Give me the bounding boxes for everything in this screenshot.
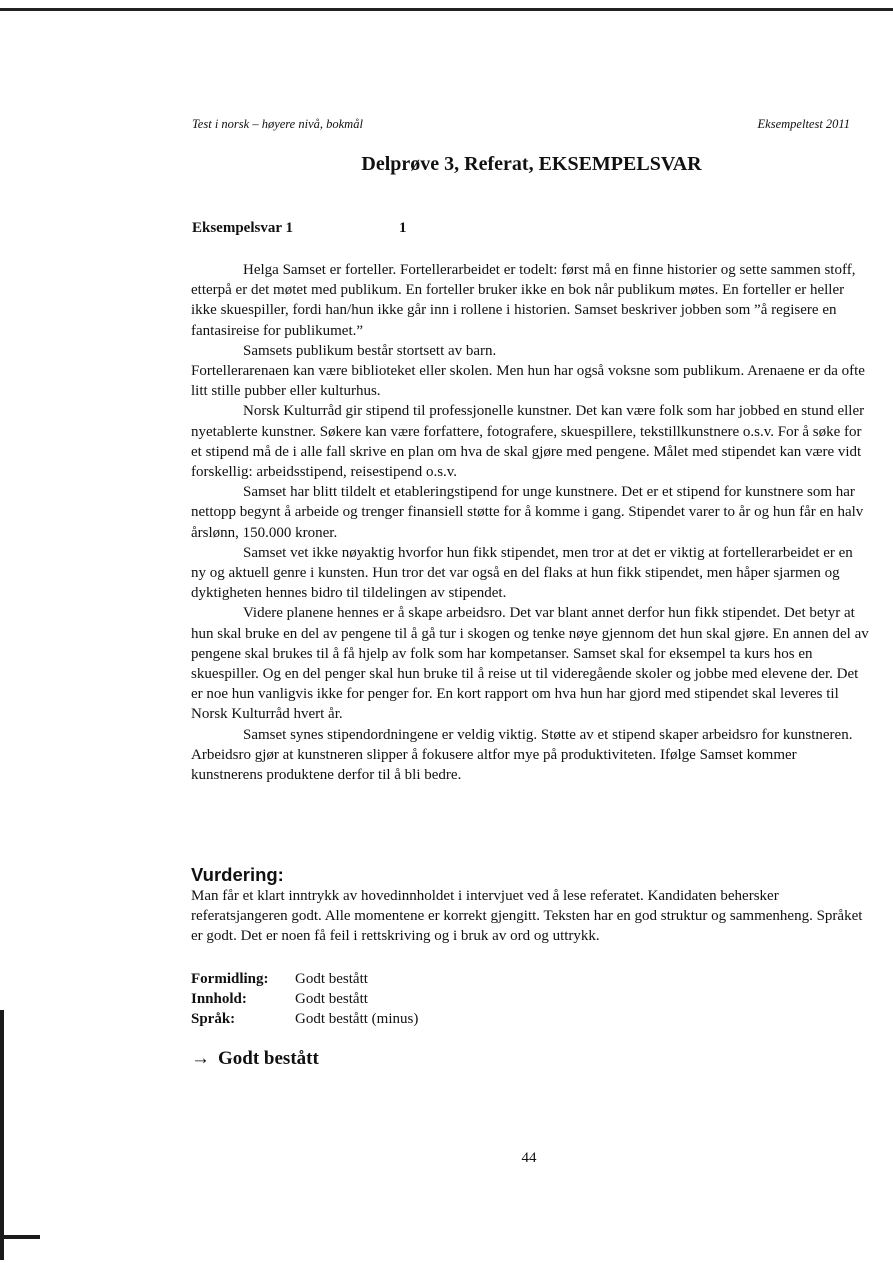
header-left: Test i norsk – høyere nivå, bokmål bbox=[192, 117, 363, 131]
scan-corner-mark bbox=[0, 1235, 40, 1239]
grade-value: Godt bestått bbox=[295, 991, 368, 1008]
final-result-text: Godt bestått bbox=[218, 1048, 319, 1069]
paragraph: Helga Samset er forteller. Fortellerarbeidet er todelt: først må en finne historier og sette sammen stoff, etterpå er det møtet med publikum. En forteller bruker ikke en bok når publikum møtes. En forteller er heller ikke skuespiller, fordi han/hun ikke går inn i rollene i historien. Samset beskriver jobben som ”å regisere en fantasireise for publikumet.” bbox=[191, 262, 856, 339]
paragraph: Fortellerarenaen kan være biblioteket eller skolen. Men hun har også voksne som publikum. Arenaene er da ofte litt stille pubber eller kulturhus. bbox=[191, 363, 865, 400]
answer-label: Eksempelsvar 1 bbox=[192, 220, 293, 236]
answer-body bbox=[191, 260, 871, 785]
answer-label-row bbox=[192, 220, 407, 237]
grade-label: Språk: bbox=[191, 1011, 236, 1028]
paragraph: Samsets publikum består stortsett av barn. bbox=[243, 342, 497, 359]
grade-row bbox=[191, 969, 418, 989]
answer-number: 1 bbox=[399, 220, 407, 236]
grades-list bbox=[191, 969, 418, 1030]
arrow-right-icon: → bbox=[191, 1048, 210, 1069]
page-title: Delprøve 3, Referat, EKSEMPELSVAR bbox=[361, 153, 702, 175]
grade-label: Innhold: bbox=[191, 991, 247, 1008]
paragraph: Norsk Kulturråd gir stipend til professjonelle kunstner. Det kan være folk som har jobbed en stund eller nyetablerte kunstner. Søkere kan være forfattere, fotografere, skuespillere, tekstillkunstnere o.s.v. For å søke for et stipend må de i alle fall skrive en plan om hva de skal gjøre med pengene. Målet med stipendet kan være vidt forskellig: arbeidsstipend, reisestipend o.s.v. bbox=[191, 403, 865, 481]
grade-row bbox=[191, 989, 418, 1009]
grade-label: Formidling: bbox=[191, 971, 269, 987]
final-result bbox=[191, 1048, 319, 1070]
header-right: Eksempeltest 2011 bbox=[757, 117, 850, 131]
grade-value: Godt bestått (minus) bbox=[295, 1011, 419, 1028]
scan-left-edge bbox=[0, 1010, 10, 1260]
paragraph: Videre planene hennes er å skape arbeidsro. Det var blant annet derfor hun fikk stipendet. Det betyr at hun skal bruke en del av pengene til å gå tur i skogen og tenke nøye gjennom det hun skal gjøre. En annen del av pengene skal brukes til å få hjelp av folk som har kompetanser. Samset skal for eksempel ta kurs hos en skuespiller. Og en del penger skal hun bruke til å reise ut til videregående skoler og jobbe med elevene der. Det er noe hun vanligvis ikke for penger for. En kort rapport om hva hun har gjord med stipendet skal leveres til Norsk Kulturråd hvert år. bbox=[191, 605, 869, 723]
grade-value: Godt bestått bbox=[295, 971, 368, 987]
assessment-section bbox=[191, 864, 871, 947]
paragraph: Samset har blitt tildelt et etableringstipend for unge kunstnere. Det er et stipend for kunstnere som har nettopp begynt å arbeide og trenger finansiell støtte for å komme i gang. Stipendet varer to år og hun får en halv årslønn, 150.000 kroner. bbox=[191, 484, 864, 541]
paragraph: Samset synes stipendordningene er veldig viktig. Støtte av et stipend skaper arbeidsro for kunstneren. Arbeidsro gjør at kunstneren slipper å fokusere altfor mye på produktiviteten. Ifølge Samset kommer kunstnerens produktene derfor til å bli bedre. bbox=[191, 726, 853, 784]
assessment-text: Man får et klart inntrykk av hovedinnholdet i intervjuet ved å lese referatet. Kandidaten behersker referatsjangeren godt. Alle momentene er korrekt gjengitt. Teksten har en god struktur og sammenheng. Språket er godt. Det er noen få feil i rettskriving og i bruk av ord og uttrykk. bbox=[191, 888, 863, 945]
grade-row bbox=[191, 1009, 418, 1029]
scan-top-edge bbox=[0, 0, 893, 11]
assessment-heading: Vurdering: bbox=[191, 864, 284, 885]
page-number: 44 bbox=[521, 1150, 537, 1166]
paragraph: Samset vet ikke nøyaktig hvorfor hun fikk stipendet, men tror at det er viktig at fortellerarbeidet er en ny og aktuell genre i kunsten. Hun tror det var også en del flaks at hun fikk stipendet, men håper sjarmen og dyktigheten hennes bidro til tildelingen av stipendet. bbox=[191, 544, 853, 602]
